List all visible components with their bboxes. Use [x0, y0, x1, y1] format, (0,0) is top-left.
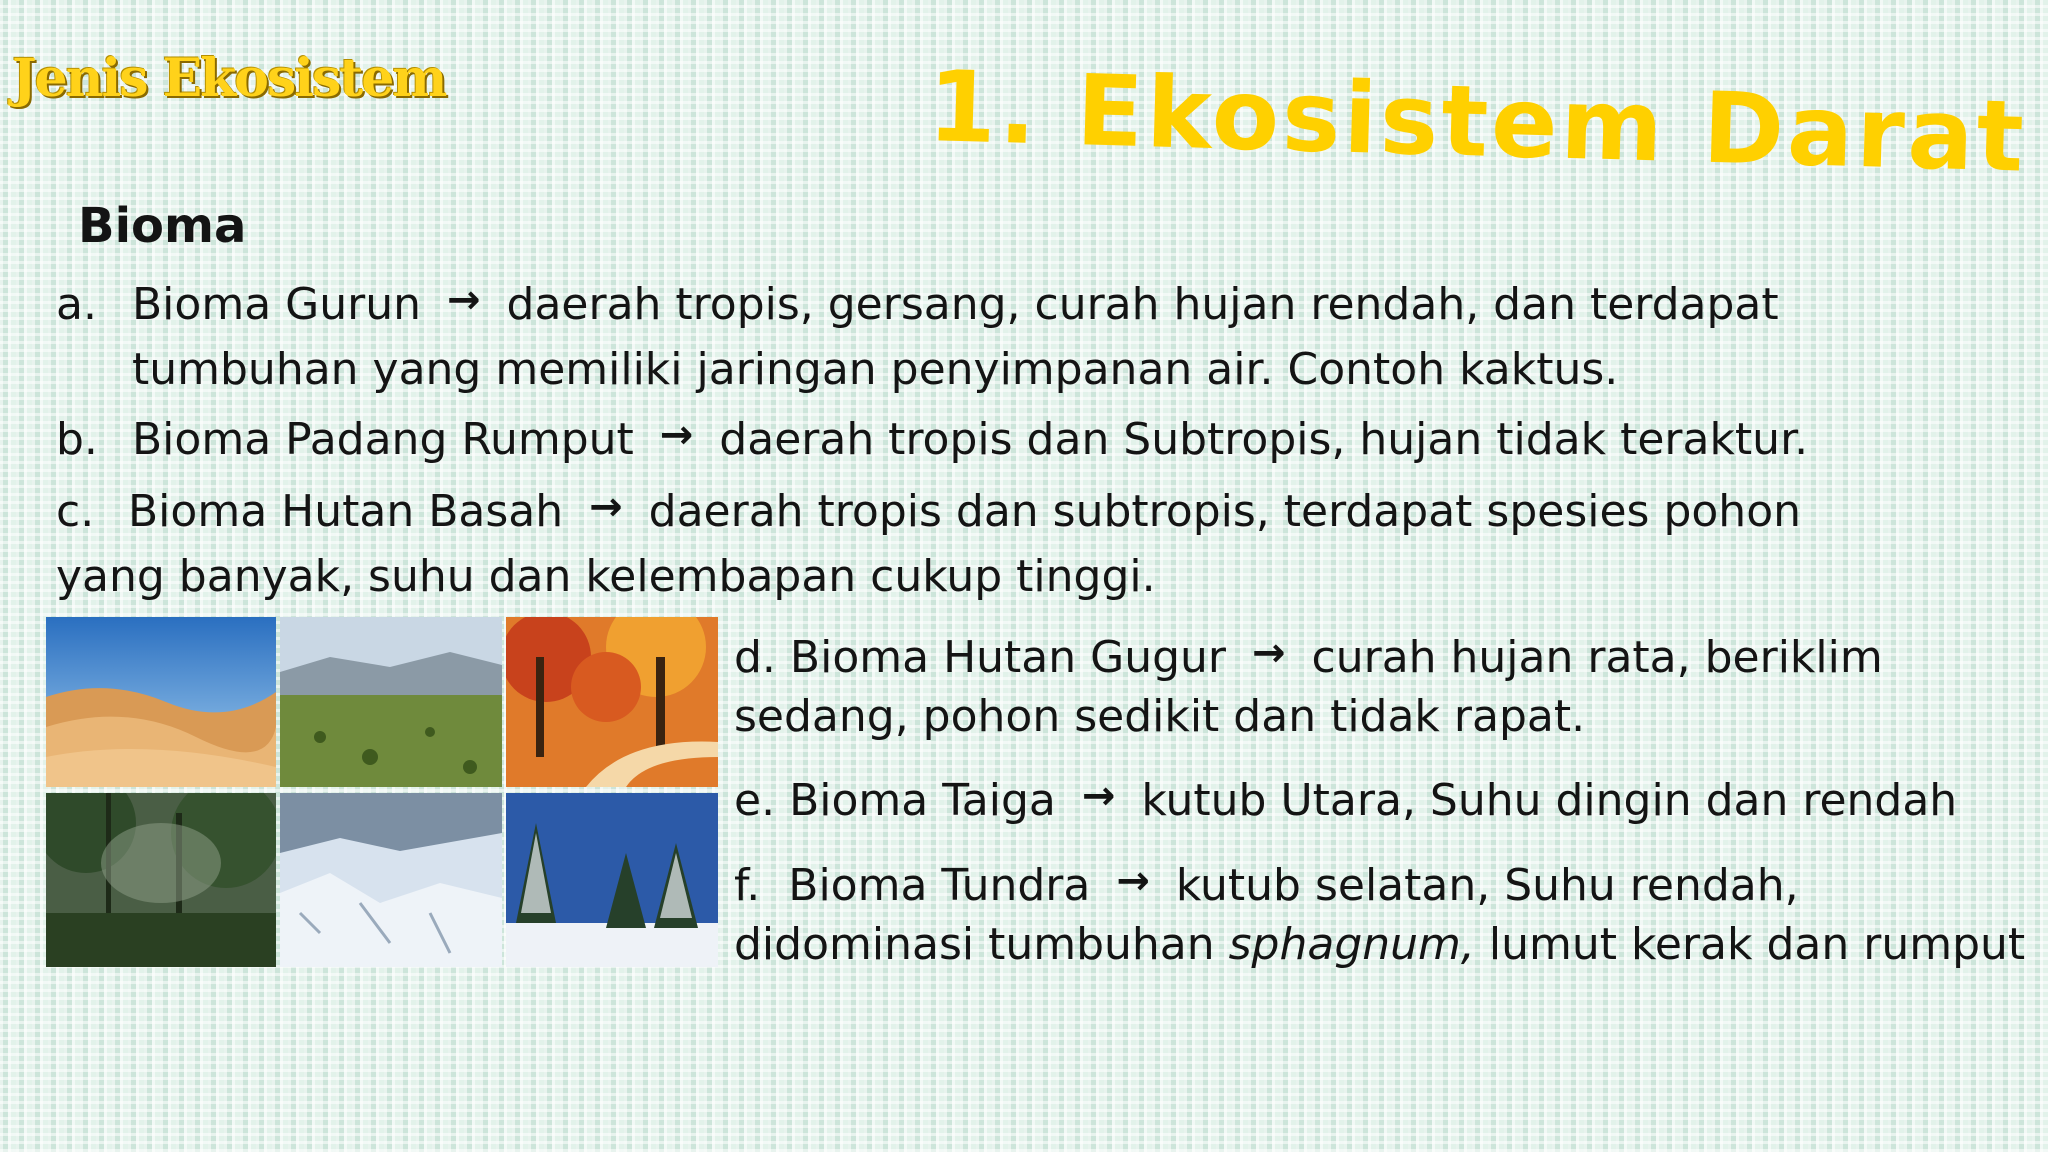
item-e-marker: e. — [734, 775, 776, 826]
arrow-icon: → — [1081, 773, 1116, 819]
item-d-name: Bioma Hutan Gugur — [789, 632, 1227, 683]
item-f-desc-italic: sphagnum, — [1228, 919, 1475, 970]
item-c-name: Bioma Hutan Basah — [128, 486, 564, 537]
main-title: 1. Ekosistem Darat — [926, 50, 2029, 195]
item-c-marker: c. — [56, 486, 95, 537]
item-f-desc-part-1: didominasi tumbuhan — [734, 919, 1229, 970]
desert-photo — [46, 617, 276, 787]
item-e-description: kutub Utara, Suhu dingin dan rendah — [1141, 775, 1958, 826]
item-a-description: daerah tropis, gersang, curah hujan rendah, dan terdapat — [506, 279, 1779, 330]
item-a-marker: a. — [56, 279, 97, 330]
item-c-line-2: yang banyak, suhu dan kelembapan cukup tinggi. — [56, 551, 1156, 602]
item-a-line-2: tumbuhan yang memiliki jaringan penyimpanan air. Contoh kaktus. — [132, 344, 1619, 395]
item-b-marker: b. — [56, 414, 98, 465]
section-title: Jenis Ekosistem — [12, 48, 446, 109]
item-c-line-1 — [56, 481, 1801, 544]
autumn-forest-photo — [506, 617, 718, 787]
subheading-bioma: Bioma — [78, 198, 247, 254]
item-b-name: Bioma Padang Rumput — [132, 414, 634, 465]
item-a-name: Bioma Gurun — [132, 279, 421, 330]
item-b-description: daerah tropis dan Subtropis, hujan tidak teraktur. — [719, 414, 1809, 465]
item-f-line-1 — [734, 855, 1799, 918]
item-d-line-2: sedang, pohon sedikit dan tidak rapat. — [734, 691, 1586, 742]
item-f-marker: f. — [734, 860, 761, 911]
item-f-desc-part-2: lumut kerak dan rumput — [1474, 919, 2026, 970]
arrow-icon: → — [1252, 630, 1286, 676]
item-a-line-1 — [56, 274, 1779, 337]
arrow-icon: → — [1116, 858, 1150, 904]
arrow-icon: → — [659, 412, 694, 458]
item-f-description: kutub selatan, Suhu rendah, — [1175, 860, 1799, 911]
taiga-snow-photo — [506, 793, 718, 967]
rainforest-photo — [46, 793, 276, 967]
item-f-line-2 — [734, 914, 2025, 976]
item-d-marker: d. — [734, 632, 776, 683]
biome-photo-grid — [46, 617, 718, 971]
arrow-icon: → — [447, 277, 481, 323]
item-e-name: Bioma Taiga — [789, 775, 1056, 826]
item-e-line-1 — [734, 770, 1957, 833]
item-b-line-1 — [56, 409, 1808, 472]
arrow-icon: → — [589, 484, 623, 530]
item-d-description: curah hujan rata, beriklim — [1311, 632, 1883, 683]
item-d-line-1 — [734, 627, 1883, 690]
grassland-photo — [280, 617, 502, 787]
item-c-description: daerah tropis dan subtropis, terdapat spesies pohon — [648, 486, 1801, 537]
tundra-snow-photo — [280, 793, 502, 967]
item-f-name: Bioma Tundra — [788, 860, 1091, 911]
